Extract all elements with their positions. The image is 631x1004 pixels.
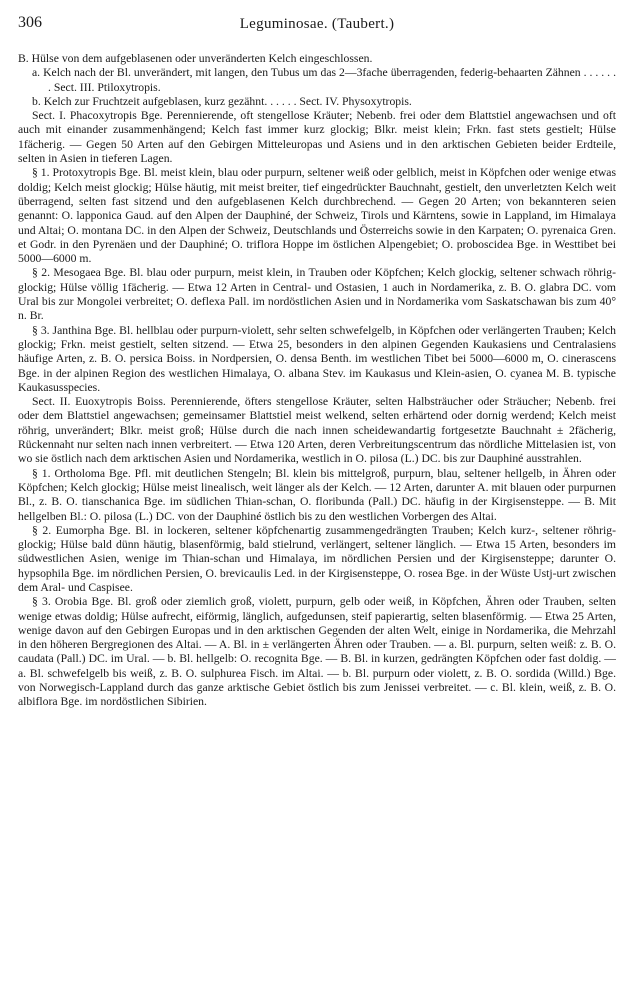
key-b-b: b. Kelch zur Fruchtzeit aufgeblasen, kurz gezähnt. . . . . . Sect. IV. Physoxytropis. (32, 94, 412, 108)
subsection-orobia: § 3. Orobia Bge. Bl. groß oder ziemlich groß, violett, purpurn, gelb oder weiß, in Köpfchen, Ähren oder Trauben, selten wenige etwas doldig; Hülse aufrecht, eiförmig, länglich, aufgedunsen, steif papierartig, selten blasenförmig. — Etwa 25 Arten, wenige davon auf den Gebirgen Europas und in den arktischen Gegenden der alten Welt, einige in Nordamerika, die Mehrzahl in den höheren Bergregionen des Altai. — A. Bl. in ± verlängerten Ähren oder Trauben. — a. Bl. purpurn, selten weiß: z. B. O. caudata (Pall.) DC. im Ural. — b. Bl. hellgelb: O. recognita Bge. — B. Bl. in kurzen, gedrängten Köpfchen oder fast doldig. — a. Bl. schwefelgelb bis weiß, z. B. O. sulphurea Fisch. im Altai. — b. Bl. purpurn oder violett, z. B. O. sordida (Willd.) Bge. von Norwegisch-Lappland durch das ganze arktische Gebiet östlich bis zum Jenissei verbreitet. — c. Bl. klein, weiß, z. B. O. albiflora Bge. im nordöstlichen Sibirien. (18, 595, 616, 709)
key-b: B. Hülse von dem aufgeblasenen oder unveränderten Kelch eingeschlossen. (18, 52, 373, 65)
page (18, 14, 616, 709)
subsection-eumorpha: § 2. Eumorpha Bge. Bl. in lockeren, seltener köpfchenartig zusammengedrängten Trauben; Kelch kurz-, seltener röhrig-glockig; Hülse bald dünn häutig, blasenförmig, bald stielrund, verlängert, seltener länglich. — Etwa 15 Arten, besonders im südwestlichen Asien, wenige im Thian-schan und Himalaya, im nördlichen Persien und der Kirgisensteppe; darunter O. hypsophila Bge. im nördlichen Persien, O. brevicaulis Led. in der Kirgisensteppe, O. rosea Bge. in der Wüste Ustj-urt zwischen dem Aral- und Caspisee. (18, 523, 616, 594)
text-body (18, 52, 616, 710)
page-number: 306 (18, 14, 42, 31)
subsection-protoxytropis: § 1. Protoxytropis Bge. Bl. meist klein, blau oder purpurn, seltener weiß oder gelblich, meist in Köpfchen oder wenige etwas doldig; Kelch meist glockig; Hülse häutig, mit meist breiter, tief eingedrückter Bauchnaht, gestielt, den unverletzten Kelch weit überragend, selten fast sitzend und den aufgeblasenen Kelch durchbrechend. — Gegen 20 Arten; von bekannteren seien genannt: O. lapponica Gaud. auf den Alpen der Dauphiné, der Schweiz, Tirols und Kärntens, sowie in Lappland, im Himalaya und Altai; O. montana DC. in den Alpen der Schweiz, Deutschlands und Österreichs sowie in den Karpaten; O. pyrenaica Gren. et Godr. in den Pyrenäen und der Dauphiné; O. triflora Hoppe im östlichen Alpengebiet; O. proboscidea Bge. in Westtibet bei 5000—6000 m. (18, 166, 616, 266)
section-1-phacoxytropis: Sect. I. Phacoxytropis Bge. Perennierende, oft stengellose Kräuter; Nebenb. frei oder dem Blattstiel angewachsen und oft auch mit einander zusammenhängend; Kelch fast immer kurz glockig; Blkr. meist klein; Frkn. fast stets gestielt; Hülse 1fächerig. — Gegen 50 Arten auf den Gebirgen Mitteleuropas und Asiens und in den arktischen Gebieten beider Erdteile, selten in Asien in tieferen Lagen. (18, 109, 616, 166)
subsection-mesogaea: § 2. Mesogaea Bge. Bl. blau oder purpurn, meist klein, in Trauben oder Köpfchen; Kelch glockig, seltener schwach röhrig-glockig; Hülse völlig 1fächerig. — Etwa 12 Arten in Central- und Ostasien, 1 auch in Nordamerika, z. B. O. glabra DC. vom Ural bis zur Mongolei verbreitet; O. deflexa Pall. im nordöstlichen Asien und in Nordamerika vom Saskatschawan bis zum 40° n. Br. (18, 266, 616, 323)
subsection-janthina: § 3. Janthina Bge. Bl. hellblau oder purpurn-violett, sehr selten schwefelgelb, in Köpfchen oder verlängerten Trauben; Kelch glockig; Frkn. meist gestielt, selten sitzend. — Etwa 25, besonders in den alpinen Gegenden Kaukasiens und Centralasiens häufige Arten, z. B. O. persica Boiss. in Nordpersien, O. densa Benth. im westlichen Tibet bei 5000—6000 m, O. cinerascens Bge. in der alpinen Region des westlichen Himalaya, O. albana Stev. im Kaukasus und Klein-asien, O. cyanea M. B. typische Kaukasusspecies. (18, 323, 616, 394)
subsection-ortholoma: § 1. Ortholoma Bge. Pfl. mit deutlichen Stengeln; Bl. klein bis mittelgroß, purpurn, blau, seltener hellgelb, in Ähren oder Köpfchen; Kelch glockig; Hülse meist linealisch, weit länger als der Kelch. — 12 Arten, darunter A. mit blauen oder purpurnen Bl., z. B. O. tianschanica Bge. im südlichen Thian-schan, O. floribunda (Pall.) DC. häufig in der Kirgisensteppe. — B. Mit hellgelben Bl.: O. pilosa (L.) DC. von der Dauphiné östlich bis zu den westlichen Vorbergen des Altai. (18, 466, 616, 523)
section-2-euoxytropis: Sect. II. Euoxytropis Boiss. Perennierende, öfters stengellose Kräuter, selten Halbsträucher oder Sträucher; Nebenb. frei oder dem Blattstiel angewachsen; gemeinsamer Blattstiel meist welkend, selten erhärtend oder dornig werdend; Kelch meist röhrig, unverändert; Blkr. meist groß; Hülse durch die nach innen scheidewandartig fortgesetzte Bauchnaht ± 2fächerig, Rückennaht nur selten nach innen verbreitert. — Etwa 120 Arten, deren Verbreitungscentrum das nördliche Mittelasien ist, von wo sie östlich nach dem arktischen Asien und Nordamerika, westlich in O. pilosa (L.) DC. bis zur Dauphiné ausstrahlen. (18, 395, 616, 466)
key-b-a: a. Kelch nach der Bl. unverändert, mit langen, den Tubus um das 2—3fache überragenden, federig-behaarten Zähnen . . . . . . . Sect. III. Ptiloxytropis. (32, 66, 616, 94)
running-title: Leguminosae. (Taubert.) (239, 16, 395, 32)
page-header (18, 14, 616, 34)
